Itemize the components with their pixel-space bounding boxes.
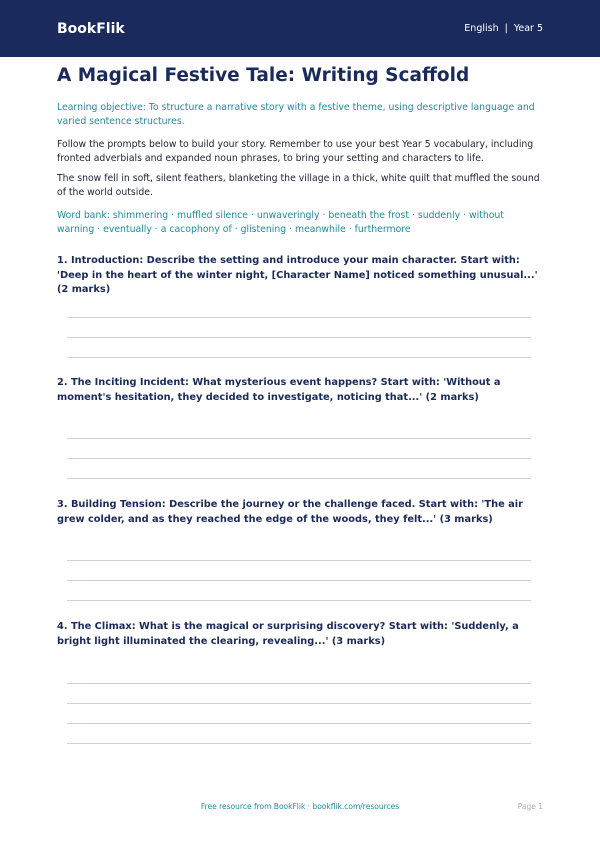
learning-objective: Learning objective: To structure a narrative story with a festive theme, using descriptive language and varied sentence structures. xyxy=(57,102,535,127)
word-bank: Word bank: shimmering · muffled silence · unwaveringly · beneath the frost · suddenly · without warning · eventually · a cacophony of · glistening · meanwhile · furthermore xyxy=(57,210,504,235)
answer-line[interactable] xyxy=(67,580,531,581)
answer-line[interactable] xyxy=(67,458,531,459)
example-sentence: The snow fell in soft, silent feathers, blanketing the village in a thick, white quilt that muffled the sound of the world outside. xyxy=(57,173,540,198)
meta-separator: | xyxy=(504,23,508,34)
site-header xyxy=(0,0,600,57)
question-4: 4. The Climax: What is the magical or surprising discovery? Start with: 'Suddenly, a bright light illuminated the clearing, revealing...' (3 marks) xyxy=(57,621,519,647)
answer-line[interactable] xyxy=(67,743,531,744)
subject-label: English xyxy=(464,23,499,34)
subject-year xyxy=(464,23,543,34)
question-1: 1. Introduction: Describe the setting and introduce your main character. Start with: 'Deep in the heart of the winter night, [Character Name] noticed something unusual...' (2 marks) xyxy=(57,255,538,295)
footer-credit[interactable]: Free resource from BookFlik · bookflik.com/resources xyxy=(200,802,400,811)
page-number: Page 1 xyxy=(517,802,543,811)
answer-line[interactable] xyxy=(67,723,531,724)
answer-line[interactable] xyxy=(67,357,531,358)
answer-line[interactable] xyxy=(67,337,531,338)
answer-line[interactable] xyxy=(67,560,531,561)
question-2: 2. The Inciting Incident: What mysterious event happens? Start with: 'Without a moment's hesitation, they decided to investigate, noticing that...' (2 marks) xyxy=(57,377,501,403)
year-label: Year 5 xyxy=(513,23,543,34)
answer-line[interactable] xyxy=(67,703,531,704)
intro-text: Follow the prompts below to build your story. Remember to use your best Year 5 vocabulary, including fronted adverbials and expanded noun phrases, to bring your setting and characters to life. xyxy=(57,139,534,164)
page-title: A Magical Festive Tale: Writing Scaffold xyxy=(57,65,470,86)
answer-line[interactable] xyxy=(67,478,531,479)
question-3: 3. Building Tension: Describe the journey or the challenge faced. Start with: 'The air grew colder, and as they reached the edge of the woods, they felt...' (3 marks) xyxy=(57,499,523,525)
answer-line[interactable] xyxy=(67,438,531,439)
answer-line[interactable] xyxy=(67,683,531,684)
answer-line[interactable] xyxy=(67,600,531,601)
answer-line[interactable] xyxy=(67,317,531,318)
brand-logo[interactable]: BookFlik xyxy=(57,20,125,37)
